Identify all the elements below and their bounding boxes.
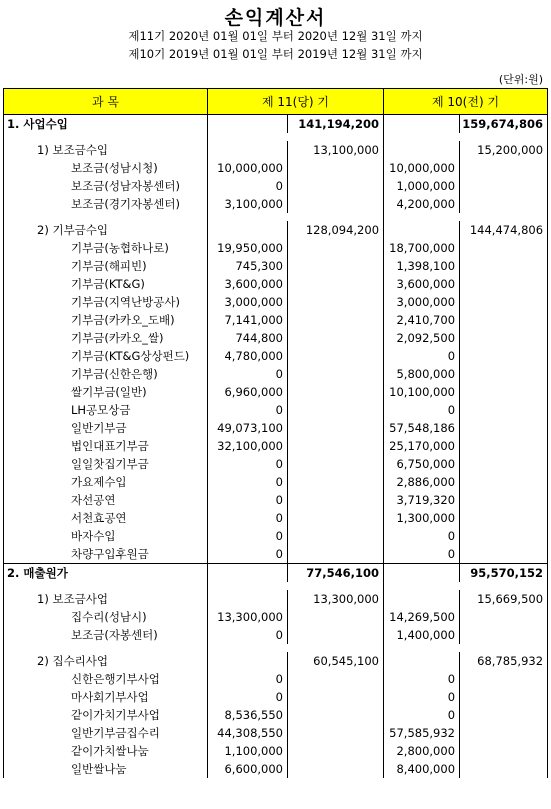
previous-detail: 2,092,500: [384, 329, 460, 347]
current-total: 77,546,100: [288, 564, 384, 583]
previous-total: [460, 159, 548, 177]
table-row: [4, 401, 548, 419]
row-label: 2. 매출원가: [4, 564, 208, 583]
previous-total: [460, 670, 548, 688]
row-label: 같이가치쌀나눔: [4, 742, 208, 760]
table-row: [4, 473, 548, 491]
table-body: [4, 115, 548, 779]
spacer-cell: [384, 582, 460, 590]
table-row: [4, 311, 548, 329]
previous-total: [460, 473, 548, 491]
current-total: 60,545,100: [288, 652, 384, 670]
current-detail: 32,100,000: [208, 437, 288, 455]
previous-total: 15,200,000: [460, 141, 548, 159]
current-detail: 6,600,000: [208, 760, 288, 778]
row-label: 마사회기부사업: [4, 688, 208, 706]
table-row: [4, 760, 548, 778]
row-label: 1. 사업수입: [4, 115, 208, 134]
previous-detail: 1,400,000: [384, 626, 460, 644]
table-row: [4, 724, 548, 742]
current-detail: 1,100,000: [208, 742, 288, 760]
spacer-cell: [384, 213, 460, 221]
spacer-cell: [460, 133, 548, 141]
current-detail: 745,300: [208, 257, 288, 275]
previous-total: [460, 195, 548, 213]
current-total: [288, 670, 384, 688]
row-label: 보조금(경기자봉센터): [4, 195, 208, 213]
period-previous: 제10기 2019년 01월 01일 부터 2019년 12월 31일 까지: [128, 47, 423, 61]
current-total: [288, 159, 384, 177]
row-label: 일반기부금: [4, 419, 208, 437]
previous-detail: 1,000,000: [384, 177, 460, 195]
table-row: [4, 419, 548, 437]
current-detail: 3,600,000: [208, 275, 288, 293]
spacer-cell: [460, 644, 548, 652]
spacer-cell: [288, 582, 384, 590]
spacer-cell: [460, 582, 548, 590]
table-row: [4, 177, 548, 195]
row-label: 신한은행기부사업: [4, 670, 208, 688]
spacer-cell: [208, 644, 288, 652]
table-row: [4, 527, 548, 545]
current-detail: 0: [208, 545, 288, 564]
table-row: [4, 688, 548, 706]
previous-total: [460, 608, 548, 626]
previous-detail: 0: [384, 706, 460, 724]
previous-total: [460, 760, 548, 778]
current-total: 128,094,200: [288, 221, 384, 239]
row-label: 기부금(해피빈): [4, 257, 208, 275]
current-detail: 0: [208, 626, 288, 644]
previous-detail: 18,700,000: [384, 239, 460, 257]
table-row: [4, 742, 548, 760]
spacer-cell: [208, 582, 288, 590]
current-total: [288, 545, 384, 564]
current-total: [288, 706, 384, 724]
previous-total: [460, 626, 548, 644]
spacer-cell: [208, 213, 288, 221]
current-detail: [208, 652, 288, 670]
table-row: [4, 159, 548, 177]
row-label: 2) 집수리사업: [4, 652, 208, 670]
previous-detail: 57,548,186: [384, 419, 460, 437]
row-label: LH공모상금: [4, 401, 208, 419]
previous-detail: 57,585,932: [384, 724, 460, 742]
previous-total: [460, 239, 548, 257]
row-label: 보조금(성남자봉센터): [4, 177, 208, 195]
previous-total: [460, 491, 548, 509]
previous-total: [460, 293, 548, 311]
previous-detail: 10,100,000: [384, 383, 460, 401]
header-previous: 제 10(전) 기: [384, 89, 548, 115]
previous-total: 159,674,806: [460, 115, 548, 134]
current-detail: 7,141,000: [208, 311, 288, 329]
table-row: [4, 437, 548, 455]
table-row: [4, 564, 548, 583]
previous-detail: [384, 141, 460, 159]
current-total: [288, 419, 384, 437]
spacer-row: [4, 213, 548, 221]
previous-total: [460, 365, 548, 383]
table-row: [4, 115, 548, 134]
row-label: 2) 기부금수입: [4, 221, 208, 239]
current-detail: 0: [208, 670, 288, 688]
previous-detail: 3,000,000: [384, 293, 460, 311]
previous-detail: 10,000,000: [384, 159, 460, 177]
current-total: [288, 293, 384, 311]
previous-total: [460, 688, 548, 706]
current-total: [288, 177, 384, 195]
spacer-cell: [4, 213, 208, 221]
previous-detail: 6,750,000: [384, 455, 460, 473]
row-label: 보조금(자봉센터): [4, 626, 208, 644]
table-row: [4, 329, 548, 347]
previous-total: [460, 545, 548, 564]
previous-total: 95,570,152: [460, 564, 548, 583]
current-detail: 19,950,000: [208, 239, 288, 257]
current-total: [288, 473, 384, 491]
spacer-cell: [384, 644, 460, 652]
spacer-cell: [4, 644, 208, 652]
spacer-cell: [384, 133, 460, 141]
row-label: 기부금(농협하나로): [4, 239, 208, 257]
spacer-cell: [460, 213, 548, 221]
current-total: [288, 742, 384, 760]
previous-total: 144,474,806: [460, 221, 548, 239]
current-detail: 44,308,550: [208, 724, 288, 742]
current-detail: 0: [208, 455, 288, 473]
row-label: 차량구입후원금: [4, 545, 208, 564]
previous-detail: 2,800,000: [384, 742, 460, 760]
row-label: 자선공연: [4, 491, 208, 509]
row-label: 일일찻집기부금: [4, 455, 208, 473]
current-detail: 0: [208, 473, 288, 491]
previous-detail: 0: [384, 545, 460, 564]
current-detail: [208, 564, 288, 583]
table-row: [4, 670, 548, 688]
previous-total: [460, 275, 548, 293]
current-detail: 0: [208, 365, 288, 383]
table-row: [4, 509, 548, 527]
previous-total: [460, 383, 548, 401]
current-total: [288, 455, 384, 473]
previous-detail: 2,886,000: [384, 473, 460, 491]
current-total: [288, 311, 384, 329]
current-total: 13,300,000: [288, 590, 384, 608]
previous-total: [460, 455, 548, 473]
table-row: [4, 275, 548, 293]
previous-detail: 3,600,000: [384, 275, 460, 293]
row-label: 기부금(지역난방공사): [4, 293, 208, 311]
previous-total: [460, 527, 548, 545]
period-current: 제11기 2020년 01월 01일 부터 2020년 12월 31일 까지: [128, 29, 423, 43]
current-total: 141,194,200: [288, 115, 384, 134]
table-row: [4, 652, 548, 670]
previous-total: [460, 257, 548, 275]
previous-detail: 5,800,000: [384, 365, 460, 383]
current-detail: 10,000,000: [208, 159, 288, 177]
current-total: [288, 491, 384, 509]
spacer-row: [4, 133, 548, 141]
previous-total: [460, 401, 548, 419]
current-detail: 0: [208, 509, 288, 527]
previous-detail: [384, 564, 460, 583]
current-total: [288, 365, 384, 383]
current-detail: 3,000,000: [208, 293, 288, 311]
current-detail: 8,536,550: [208, 706, 288, 724]
table-row: [4, 590, 548, 608]
current-total: [288, 347, 384, 365]
previous-total: [460, 177, 548, 195]
previous-total: [460, 329, 548, 347]
previous-detail: 1,300,000: [384, 509, 460, 527]
previous-total: [460, 311, 548, 329]
current-total: [288, 724, 384, 742]
previous-detail: 0: [384, 527, 460, 545]
current-total: [288, 509, 384, 527]
document-title: 손익계산서: [224, 7, 327, 29]
spacer-cell: [288, 644, 384, 652]
previous-total: [460, 437, 548, 455]
previous-detail: 0: [384, 347, 460, 365]
previous-total: [460, 742, 548, 760]
current-total: [288, 383, 384, 401]
previous-total: [460, 706, 548, 724]
unit-label: (단위:원): [498, 73, 543, 86]
header-item: 과 목: [4, 89, 208, 115]
spacer-cell: [4, 582, 208, 590]
current-total: [288, 760, 384, 778]
table-row: [4, 221, 548, 239]
current-detail: 6,960,000: [208, 383, 288, 401]
current-total: [288, 329, 384, 347]
previous-detail: 1,398,100: [384, 257, 460, 275]
previous-detail: 0: [384, 670, 460, 688]
previous-detail: [384, 590, 460, 608]
current-detail: [208, 141, 288, 159]
current-total: [288, 195, 384, 213]
current-detail: 0: [208, 527, 288, 545]
current-total: [288, 608, 384, 626]
row-label: 바자수입: [4, 527, 208, 545]
current-detail: 3,100,000: [208, 195, 288, 213]
previous-detail: 0: [384, 688, 460, 706]
current-total: [288, 688, 384, 706]
row-label: 집수리(성남시): [4, 608, 208, 626]
row-label: 보조금(성남시청): [4, 159, 208, 177]
table-row: [4, 491, 548, 509]
table-header-row: [4, 89, 548, 115]
current-detail: 0: [208, 401, 288, 419]
previous-total: [460, 509, 548, 527]
current-total: [288, 437, 384, 455]
previous-detail: 2,410,700: [384, 311, 460, 329]
table-row: [4, 383, 548, 401]
spacer-row: [4, 644, 548, 652]
spacer-cell: [288, 133, 384, 141]
row-label: 법인대표기부금: [4, 437, 208, 455]
previous-detail: [384, 115, 460, 134]
spacer-cell: [288, 213, 384, 221]
table-row: [4, 545, 548, 564]
current-detail: 744,800: [208, 329, 288, 347]
previous-detail: [384, 221, 460, 239]
table-row: [4, 455, 548, 473]
current-detail: 49,073,100: [208, 419, 288, 437]
table-row: [4, 706, 548, 724]
current-detail: [208, 221, 288, 239]
current-detail: 13,300,000: [208, 608, 288, 626]
row-label: 서천효공연: [4, 509, 208, 527]
previous-total: 68,785,932: [460, 652, 548, 670]
row-label: 1) 보조금수입: [4, 141, 208, 159]
row-label: 같이가치기부사업: [4, 706, 208, 724]
previous-detail: [384, 652, 460, 670]
current-total: [288, 626, 384, 644]
row-label: 가요제수입: [4, 473, 208, 491]
previous-detail: 25,170,000: [384, 437, 460, 455]
table-row: [4, 608, 548, 626]
row-label: 1) 보조금사업: [4, 590, 208, 608]
row-label: 일반쌀나눔: [4, 760, 208, 778]
current-total: [288, 257, 384, 275]
header-current: 제 11(당) 기: [208, 89, 384, 115]
previous-detail: 0: [384, 401, 460, 419]
previous-total: [460, 347, 548, 365]
row-label: 기부금(카카오_도배): [4, 311, 208, 329]
table-row: [4, 195, 548, 213]
current-total: [288, 239, 384, 257]
table-row: [4, 239, 548, 257]
current-detail: 0: [208, 177, 288, 195]
previous-detail: 4,200,000: [384, 195, 460, 213]
previous-total: [460, 419, 548, 437]
spacer-cell: [208, 133, 288, 141]
previous-detail: 3,719,320: [384, 491, 460, 509]
current-total: [288, 275, 384, 293]
previous-total: [460, 724, 548, 742]
current-total: [288, 401, 384, 419]
row-label: 기부금(KT&G): [4, 275, 208, 293]
previous-detail: 8,400,000: [384, 760, 460, 778]
current-detail: 0: [208, 688, 288, 706]
current-detail: 0: [208, 491, 288, 509]
row-label: 쌀기부금(일반): [4, 383, 208, 401]
row-label: 기부금(카카오_쌀): [4, 329, 208, 347]
current-detail: 4,780,000: [208, 347, 288, 365]
spacer-row: [4, 582, 548, 590]
current-detail: [208, 115, 288, 134]
row-label: 기부금(KT&G상상펀드): [4, 347, 208, 365]
table-row: [4, 626, 548, 644]
income-statement-table: [3, 88, 548, 778]
table-row: [4, 141, 548, 159]
previous-total: 15,669,500: [460, 590, 548, 608]
current-total: 13,100,000: [288, 141, 384, 159]
current-total: [288, 527, 384, 545]
spacer-cell: [4, 133, 208, 141]
table-row: [4, 347, 548, 365]
previous-detail: 14,269,500: [384, 608, 460, 626]
current-detail: [208, 590, 288, 608]
table-row: [4, 365, 548, 383]
row-label: 일반기부금집수리: [4, 724, 208, 742]
table-row: [4, 257, 548, 275]
row-label: 기부금(신한은행): [4, 365, 208, 383]
table-row: [4, 293, 548, 311]
